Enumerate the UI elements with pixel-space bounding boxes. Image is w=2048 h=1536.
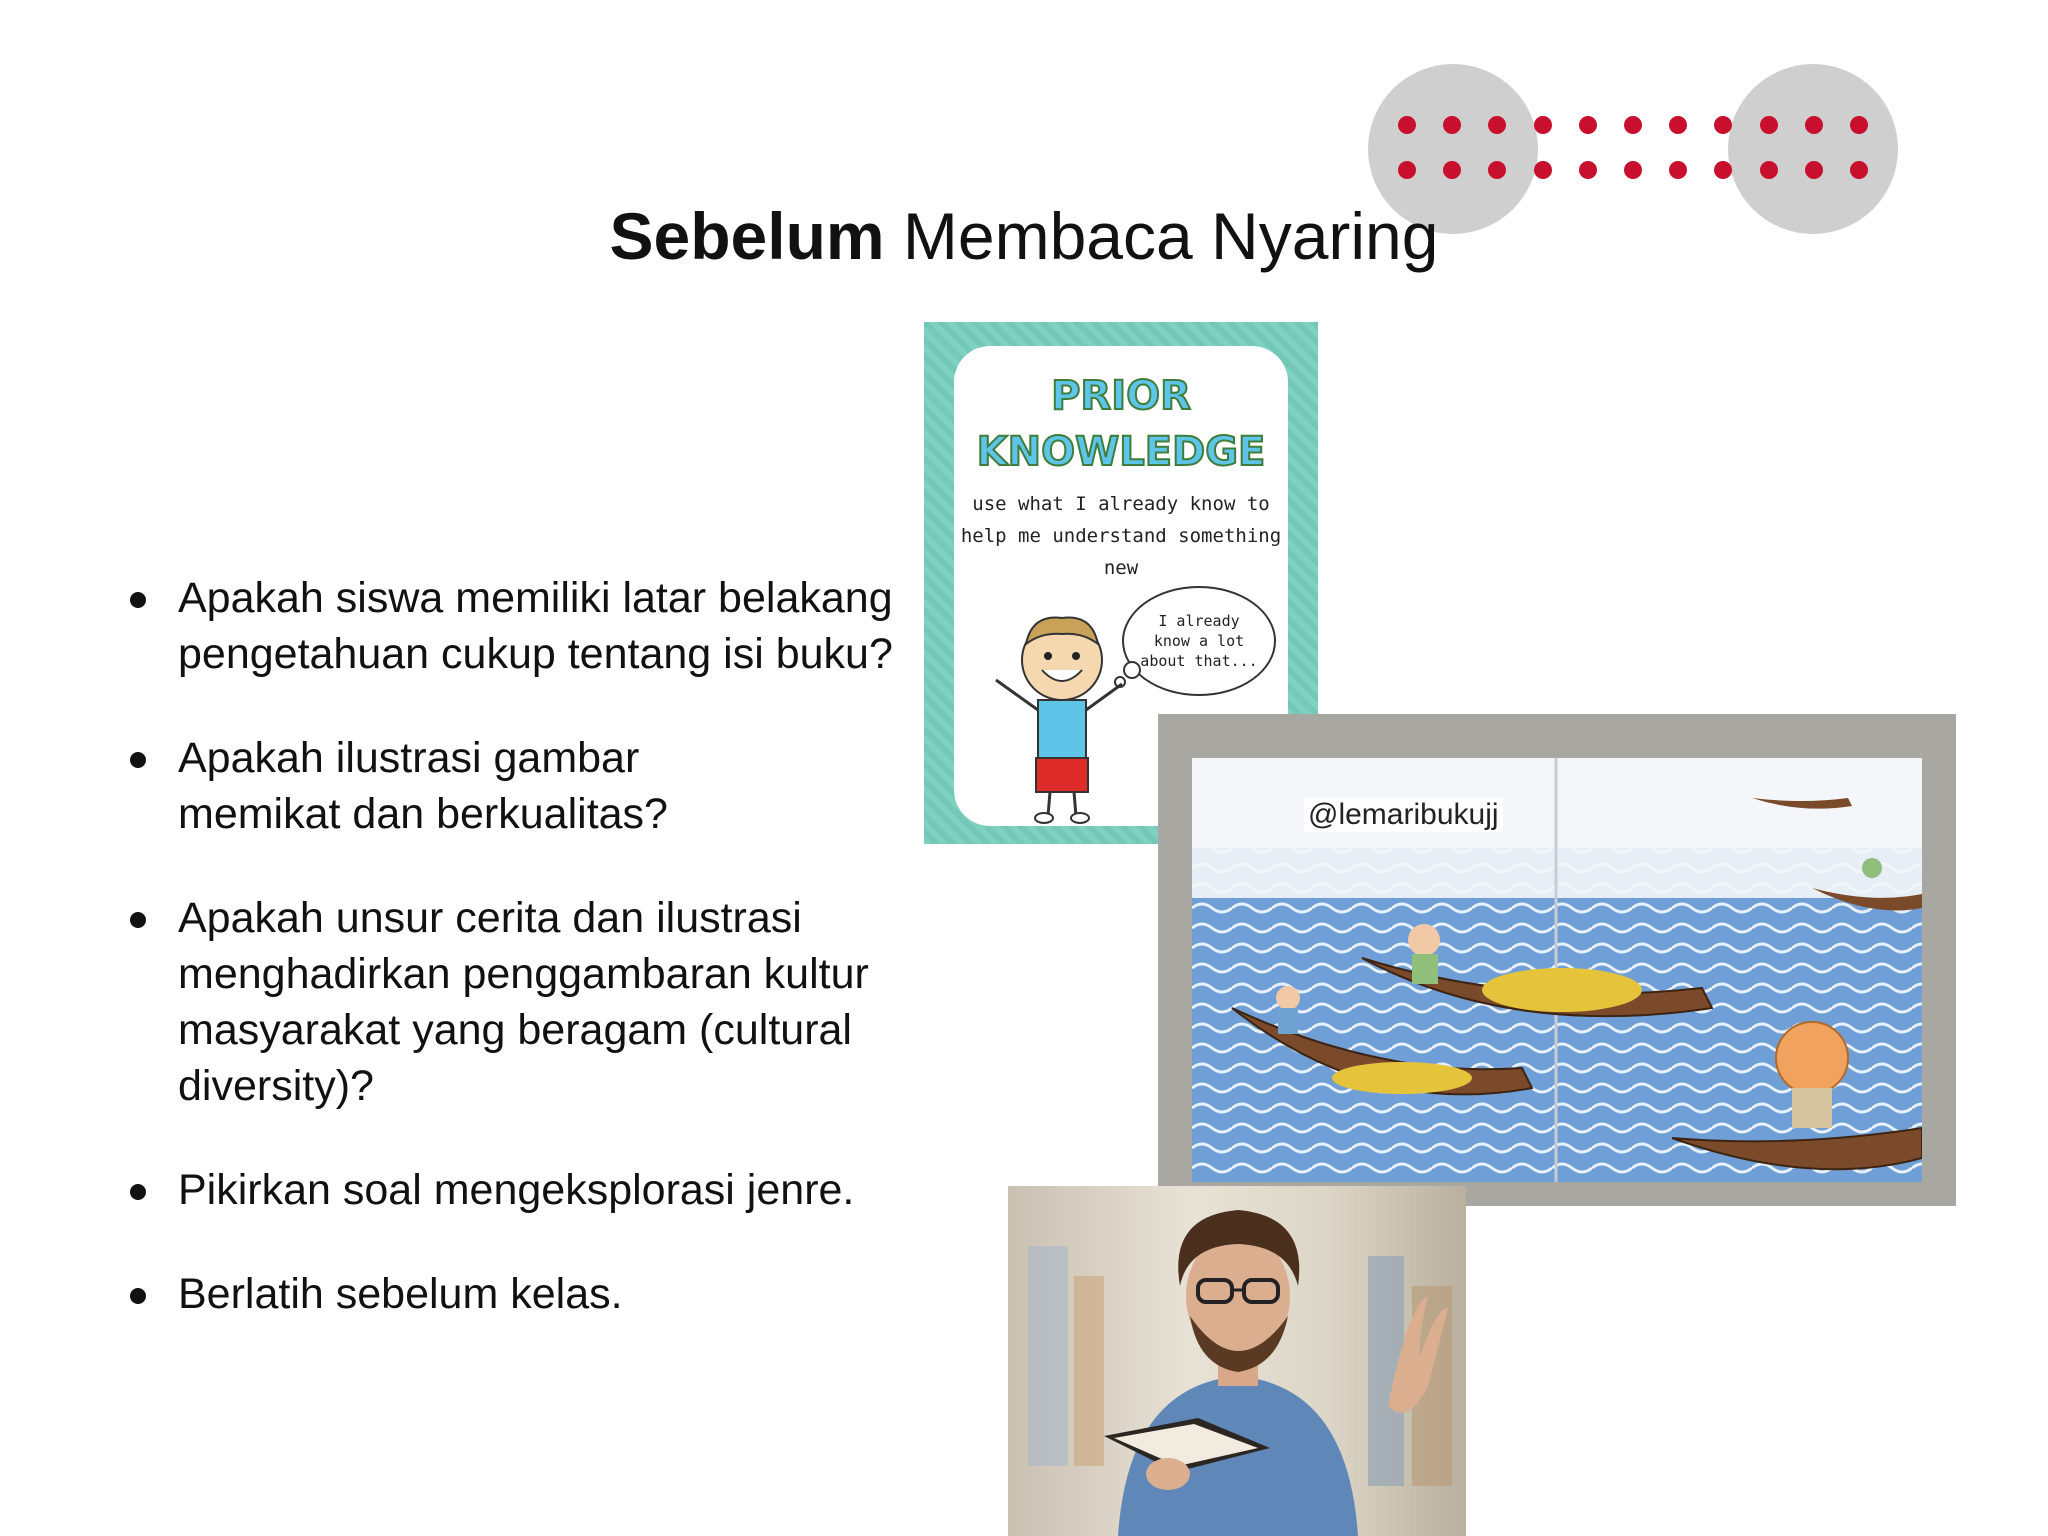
bullet-item: Apakah siswa memiliki latar belakang pengetahuan cukup tentang isi buku? [130,570,920,682]
bullet-item: Apakah ilustrasi gambar memikat dan berkualitas? [130,730,920,842]
storybook-photo [1158,714,1956,1206]
decorative-dot-row-top [1398,115,1868,135]
cartoon-kid-illustration [972,604,1162,824]
thought-bubble-text: I already know a lot about that... [1140,612,1258,670]
man-reading-book-illustration [1008,1186,1466,1536]
reader-photo [1008,1186,1466,1536]
poster-heading-knowledge: KNOWLEDGE [976,429,1266,475]
bullet-item: Berlatih sebelum kelas. [130,1266,920,1322]
bullet-item: Apakah unsur cerita dan ilustrasi menghadirkan penggambaran kultur masyarakat yang beragam (cultural diversity)? [130,890,920,1114]
storybook-handle: @lemaribukujj [1304,798,1503,832]
slide-title-bold: Sebelum [609,199,885,273]
poster-heading-prior: PRIOR [1051,373,1191,419]
bullet-list [130,570,920,1370]
slide-title-rest: Membaca Nyaring [884,199,1439,273]
decorative-dot-row-bottom [1398,160,1868,180]
storybook-spread [1192,758,1922,1182]
bullet-item: Pikirkan soal mengeksplorasi jenre. [130,1162,920,1218]
poster-subtitle: use what I already know to help me understand something new [960,493,1282,579]
slide-title [0,196,2048,276]
floating-market-illustration [1192,758,1922,1182]
